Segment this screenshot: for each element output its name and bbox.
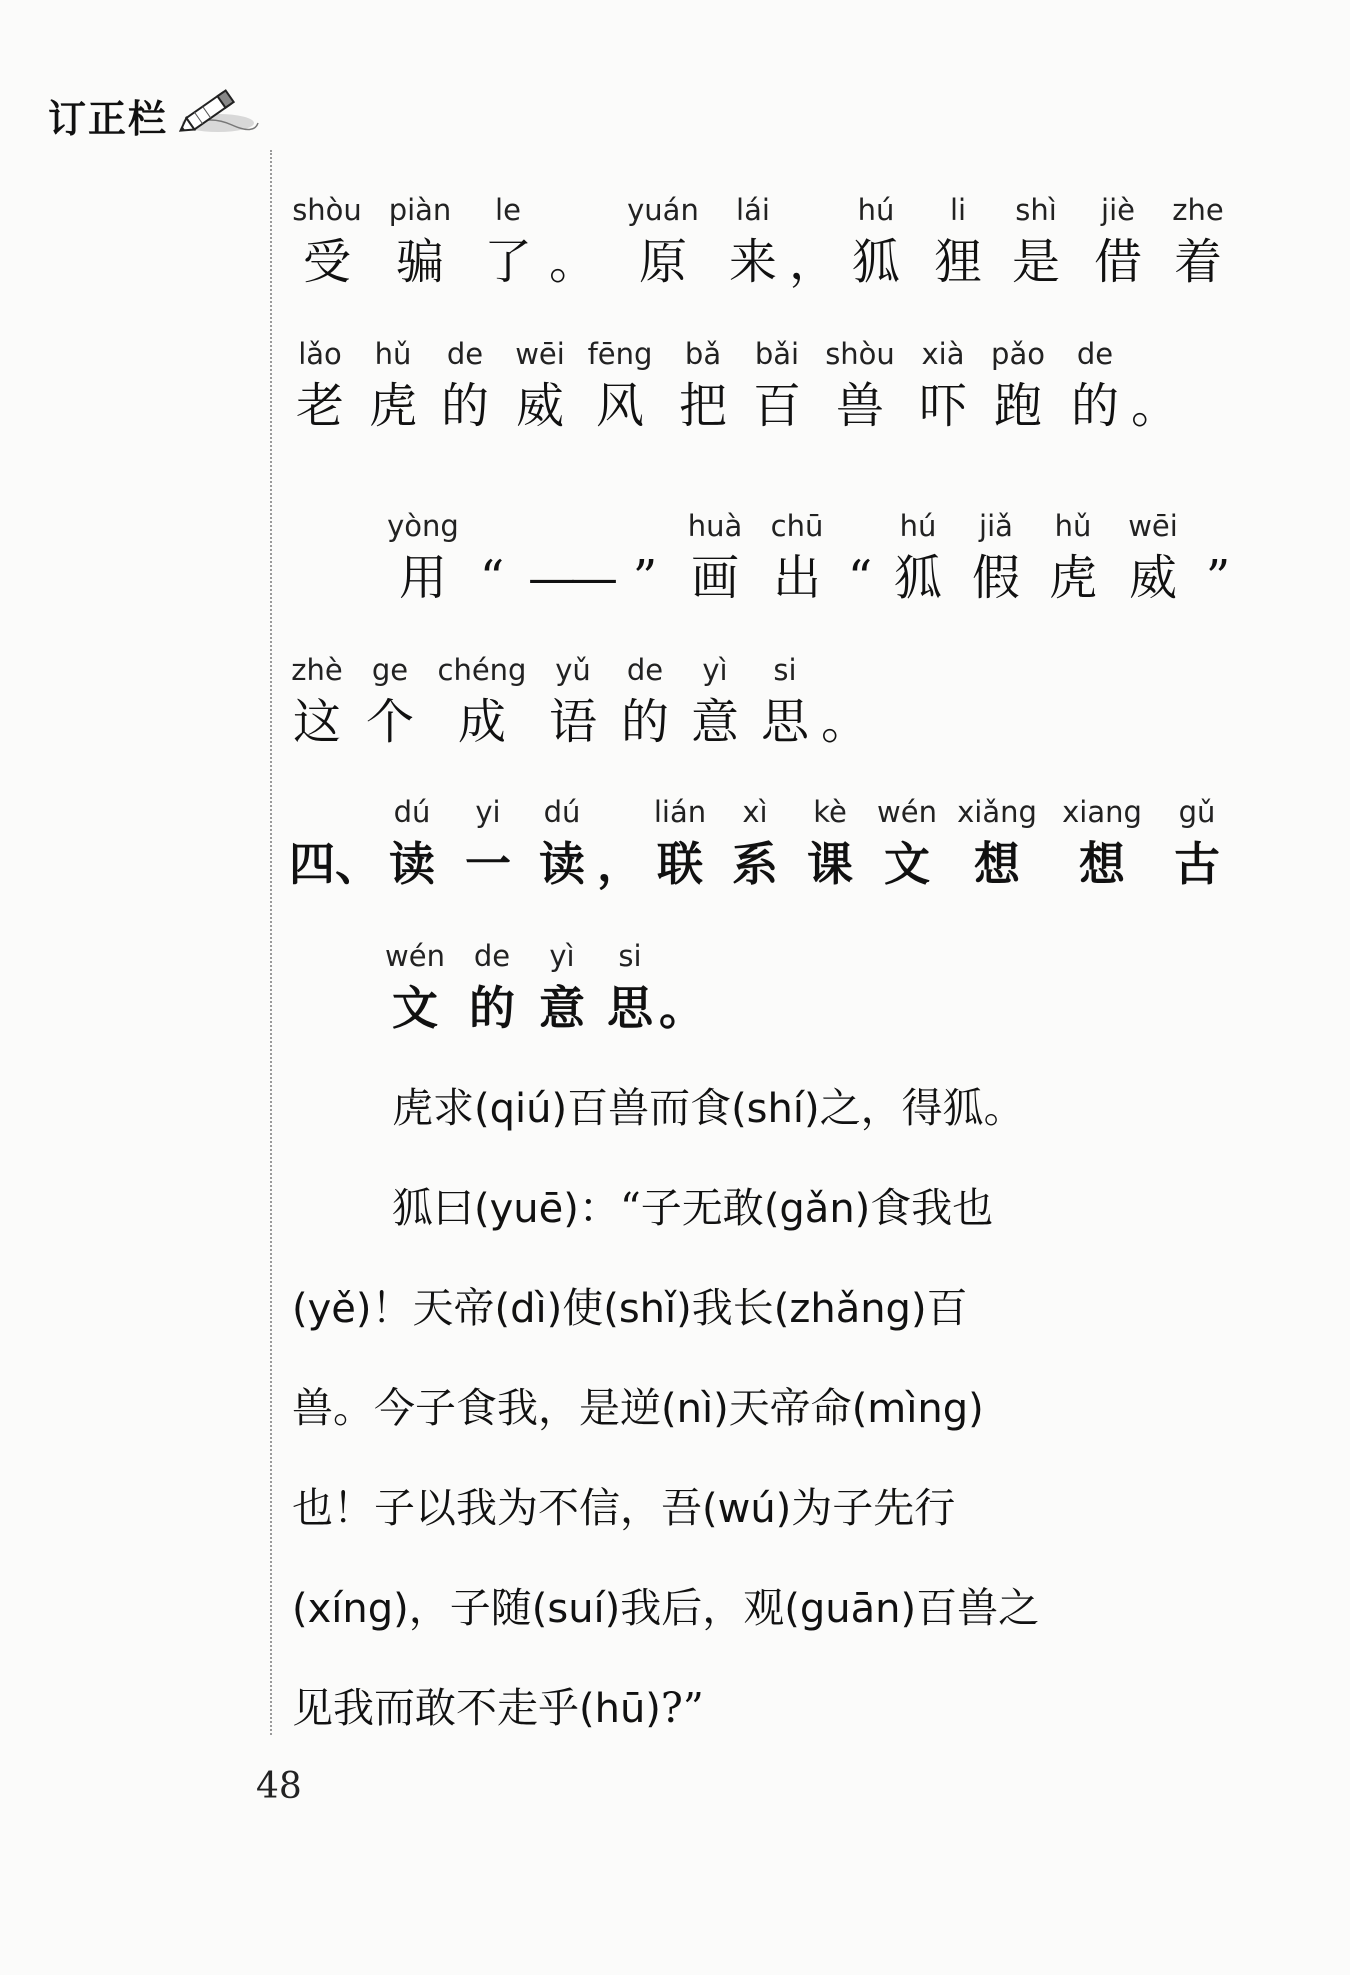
passage-line-7: 见我而敢不走乎(hū)?” xyxy=(292,1684,704,1732)
glyph: yuán 原 xyxy=(627,193,699,290)
glyph: ” xyxy=(1205,550,1231,606)
glyph: jiè 借 xyxy=(1093,193,1142,290)
glyph: yi 一 xyxy=(465,795,511,891)
glyph: de 的 xyxy=(1070,337,1119,434)
glyph: xià 吓 xyxy=(918,337,967,434)
glyph: xiǎng 想 xyxy=(957,795,1037,891)
pinyin-line-3 xyxy=(290,506,1290,646)
glyph: lián 联 xyxy=(653,795,707,891)
glyph: 。 xyxy=(548,234,597,290)
glyph: bǎ 把 xyxy=(678,337,727,434)
instruction-line-2 xyxy=(290,936,1290,1076)
passage-line-3: (yě)！天帝(dì)使(shǐ)我长(zhǎng)百 xyxy=(292,1284,968,1332)
glyph: shì 是 xyxy=(1011,193,1060,290)
glyph: “ xyxy=(847,550,873,606)
instruction-line-1 xyxy=(290,792,1290,932)
glyph: yì 意 xyxy=(690,653,739,750)
glyph: de 的 xyxy=(440,337,489,434)
glyph: —— xyxy=(528,550,612,606)
glyph: hǔ 虎 xyxy=(368,337,417,434)
glyph: lái 来 xyxy=(728,193,777,290)
glyph: si 思 xyxy=(607,939,653,1035)
glyph: “ xyxy=(479,550,505,606)
glyph: wén 文 xyxy=(385,939,445,1035)
glyph: xì 系 xyxy=(732,795,778,891)
glyph: yǔ 语 xyxy=(548,653,597,750)
glyph: zhè 这 xyxy=(291,653,343,750)
glyph: de 的 xyxy=(620,653,669,750)
glyph: xiang 想 xyxy=(1062,795,1142,891)
pinyin-line-2 xyxy=(290,334,1290,474)
glyph: chū 出 xyxy=(770,509,824,606)
glyph: fēng 风 xyxy=(587,337,653,434)
glyph: li 狸 xyxy=(933,193,982,290)
glyph: ge 个 xyxy=(365,653,414,750)
glyph: si 思 xyxy=(760,653,809,750)
glyph: piàn 骗 xyxy=(388,193,452,290)
glyph: yòng 用 xyxy=(387,509,459,606)
glyph: de 的 xyxy=(469,939,515,1035)
correction-column-header xyxy=(48,88,260,143)
page-number: 48 xyxy=(256,1766,302,1807)
glyph: chéng 成 xyxy=(437,653,527,750)
glyph: pǎo 跑 xyxy=(991,337,1045,434)
glyph: huà 画 xyxy=(687,509,743,606)
passage-line-4: 兽。今子食我，是逆(nì)天帝命(mìng) xyxy=(292,1384,984,1432)
glyph: hú 狐 xyxy=(893,509,942,606)
pinyin-line-1 xyxy=(290,190,1290,330)
glyph: bǎi 百 xyxy=(752,337,801,434)
passage-line-1: 虎求(qiú)百兽而食(shí)之，得狐。 xyxy=(392,1084,1025,1132)
glyph: ” xyxy=(632,550,658,606)
glyph: wēi 威 xyxy=(1128,509,1178,606)
passage-line-5: 也！子以我为不信，吾(wú)为子先行 xyxy=(292,1484,956,1532)
pinyin-line-4 xyxy=(290,650,1290,790)
glyph: zhe 着 xyxy=(1172,193,1224,290)
glyph: yì 意 xyxy=(539,939,585,1035)
glyph: 四、 xyxy=(289,837,381,891)
glyph: ， xyxy=(597,837,643,891)
glyph: wén 文 xyxy=(877,795,937,891)
glyph: shòu 兽 xyxy=(825,337,895,434)
glyph: jiǎ 假 xyxy=(971,509,1020,606)
passage-line-2: 狐曰(yuē)：“子无敢(gǎn)食我也 xyxy=(392,1184,994,1232)
glyph: wēi 威 xyxy=(515,337,565,434)
glyph: shòu 受 xyxy=(292,193,362,290)
glyph: ， xyxy=(788,234,837,290)
glyph: 。 xyxy=(659,981,705,1035)
passage-line-6: (xíng)，子随(suí)我后，观(guān)百兽之 xyxy=(292,1584,1040,1632)
glyph: dú 读 xyxy=(389,795,435,891)
glyph: 。 xyxy=(1130,378,1179,434)
header-title: 订正栏 xyxy=(48,97,169,141)
glyph: 。 xyxy=(820,694,869,750)
glyph: le 了 xyxy=(483,193,532,290)
glyph: hú 狐 xyxy=(851,193,900,290)
pencil-icon xyxy=(170,85,260,139)
glyph: hǔ 虎 xyxy=(1048,509,1097,606)
glyph: gǔ 古 xyxy=(1174,795,1220,891)
glyph: dú 读 xyxy=(539,795,585,891)
glyph: kè 课 xyxy=(807,795,853,891)
glyph: lǎo 老 xyxy=(295,337,344,434)
